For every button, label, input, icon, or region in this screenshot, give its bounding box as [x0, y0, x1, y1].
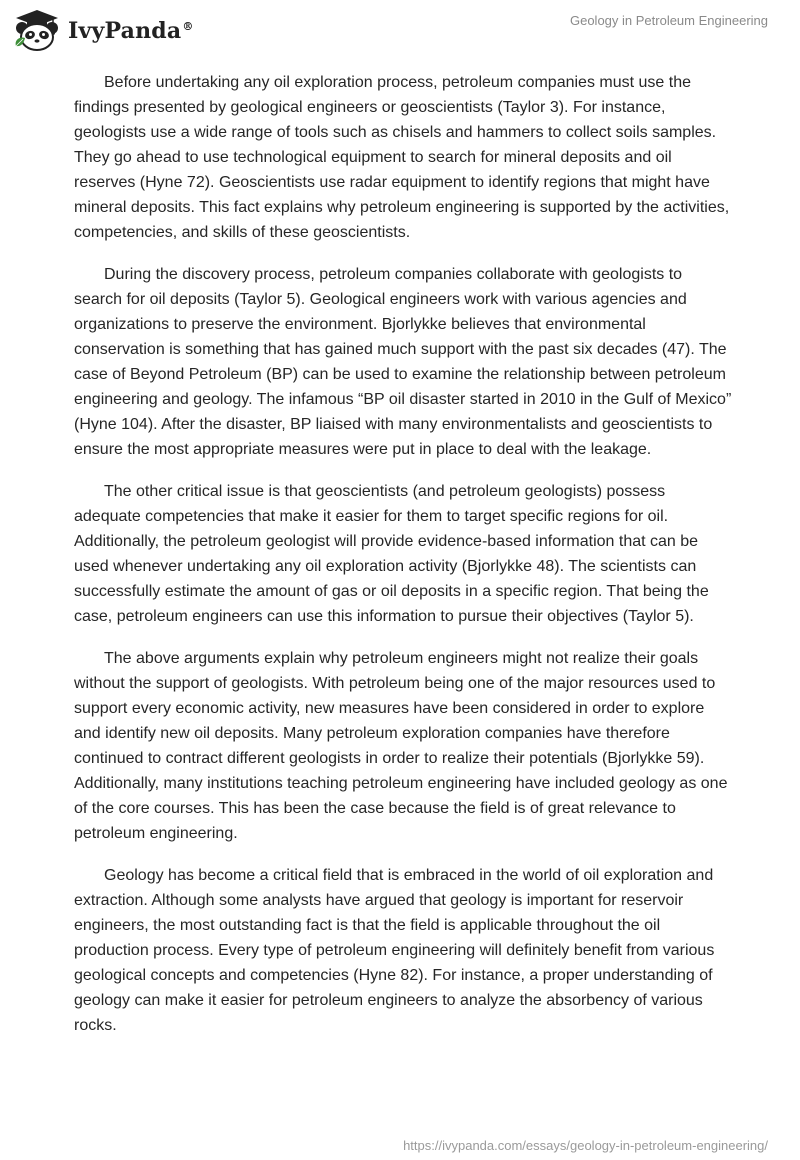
source-url-link[interactable]: https://ivypanda.com/essays/geology-in-petroleum-engineering/: [403, 1138, 768, 1153]
paragraph: During the discovery process, petroleum companies collaborate with geologists to search for oil deposits (Taylor 5). Geological engineers work with various agencies and organizations to preserve the environment. Bjorlykke believes that environmental conservation is something that has gained much support with the past six decades (47). The case of Beyond Petroleum (BP) can be used to examine the relationship between petroleum engineering and geology. The infamous “BP oil disaster started in 2010 in the Gulf of Mexico” (Hyne 104). After the disaster, BP liaised with many environmentalists and geoscientists to ensure the most appropriate measures were put in place to deal with the leakage.: [74, 266, 732, 458]
paragraph: The above arguments explain why petroleum engineers might not realize their goals without the support of geologists. With petroleum being one of the major resources used to support every economic activity, new measures have been considered in order to explore and identify new oil deposits. Many petroleum exploration companies have therefore continued to contract different geologists in order to realize their potentials (Bjorlykke 59). Additionally, many institutions teaching petroleum engineering have included geology as one of the core courses. This has been the case because the field is of great relevance to petroleum engineering.: [74, 650, 728, 842]
ivypanda-logo[interactable]: [12, 8, 194, 52]
paragraph: Geology has become a critical field that is embraced in the world of oil exploration and extraction. Although some analysts have argued that geology is important for reservoir engineers, the most outstanding fact is that the field is applicable throughout the oil production process. Every type of petroleum engineering will definitely benefit from various geological concepts and competencies (Hyne 82). For instance, a proper understanding of geology can make it easier for petroleum engineers to analyze the absorbency of various rocks.: [74, 867, 715, 1034]
logo-wordmark: IvyPanda®: [68, 18, 194, 44]
paragraph: The other critical issue is that geoscientists (and petroleum geologists) possess adequate competencies that make it easier for them to target specific regions for oil. Additionally, the petroleum geologist will provide evidence-based information that can be used whenever undertaking any oil exploration activity (Bjorlykke 48). The scientists can successfully estimate the amount of gas or oil deposits in a specific region. That being the case, petroleum engineers can use this information to pursue their objectives (Taylor 5).: [74, 483, 709, 625]
panda-graduate-icon: [12, 8, 62, 52]
page-header: [0, 0, 800, 60]
paragraph: Before undertaking any oil exploration process, petroleum companies must use the findings presented by geological engineers or geoscientists (Taylor 3). For instance, geologists use a wide range of tools such as chisels and hammers to collect soils samples. They go ahead to use technological equipment to search for mineral deposits and oil reserves (Hyne 72). Geoscientists use radar equipment to identify regions that might have mineral deposits. This fact explains why petroleum engineering is supported by the activities, competencies, and skills of these geoscientists.: [74, 74, 730, 241]
essay-body: [74, 70, 734, 1055]
document-title: Geology in Petroleum Engineering: [569, 13, 768, 28]
registered-mark: ®: [182, 20, 194, 33]
